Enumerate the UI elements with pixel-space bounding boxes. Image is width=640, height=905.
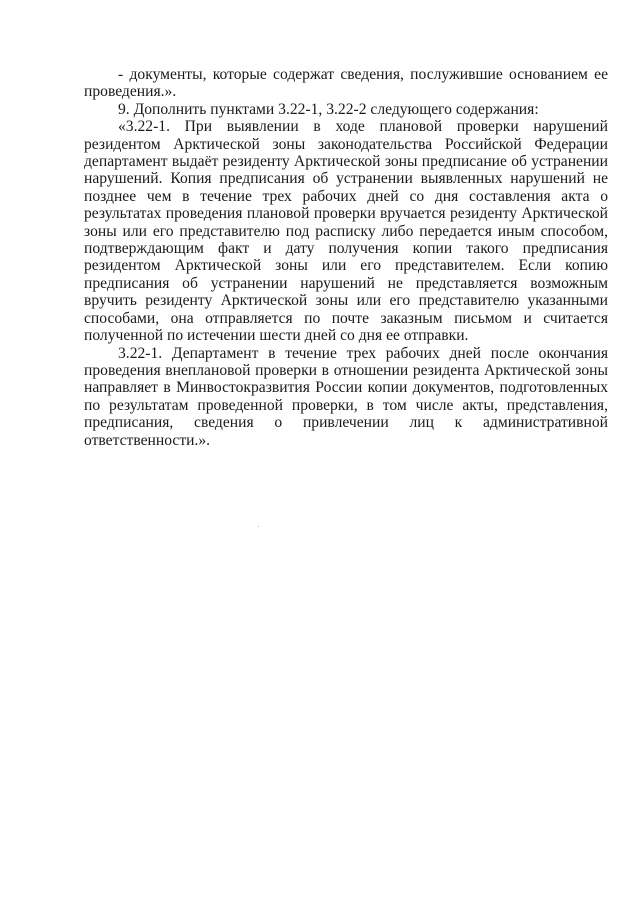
paragraph-documents-basis: - документы, которые содержат сведения, послужившие основанием ее проведения.». xyxy=(84,66,608,101)
paragraph-item-9: 9. Дополнить пунктами 3.22-1, 3.22-2 следующего содержания: xyxy=(118,100,539,118)
scan-speck xyxy=(258,526,259,527)
paragraph-3-22-1-unscheduled-inspection: 3.22-1. Департамент в течение трех рабочих дней после окончания проведения внеплановой проверки в отношении резидента Арктической зоны направляет в Минвостокразвития России копии документов, подготовленных по результатам проведенной проверки, в том числе акты, представления, предписания, сведения о привлечении лиц к административной ответственности.». xyxy=(84,344,608,449)
paragraph-3-22-1-planned-inspection: «3.22-1. При выявлении в ходе плановой проверки нарушений резидентом Арктической зоны законодательства Российской Федерации департамент выдаёт резиденту Арктической зоны предписание об устранении нарушений. Копия предписания об устранении выявленных нарушений не позднее чем в течение трех рабочих дней со дня составления акта о результатах проведения плановой проверки вручается резиденту Арктической зоны или его представителю под расписку либо передается иным способом, подтверждающим факт и дату получения копии такого предписания резидентом Арктической зоны или его представителем. Если копию предписания об устранении нарушений не представляется возможным вручить резиденту Арктической зоны или его представителю указанными способами, она отправляется по почте заказным письмом и считается полученной по истечении шести дней со дня ее отправки. xyxy=(84,118,608,345)
document-body xyxy=(84,66,608,449)
